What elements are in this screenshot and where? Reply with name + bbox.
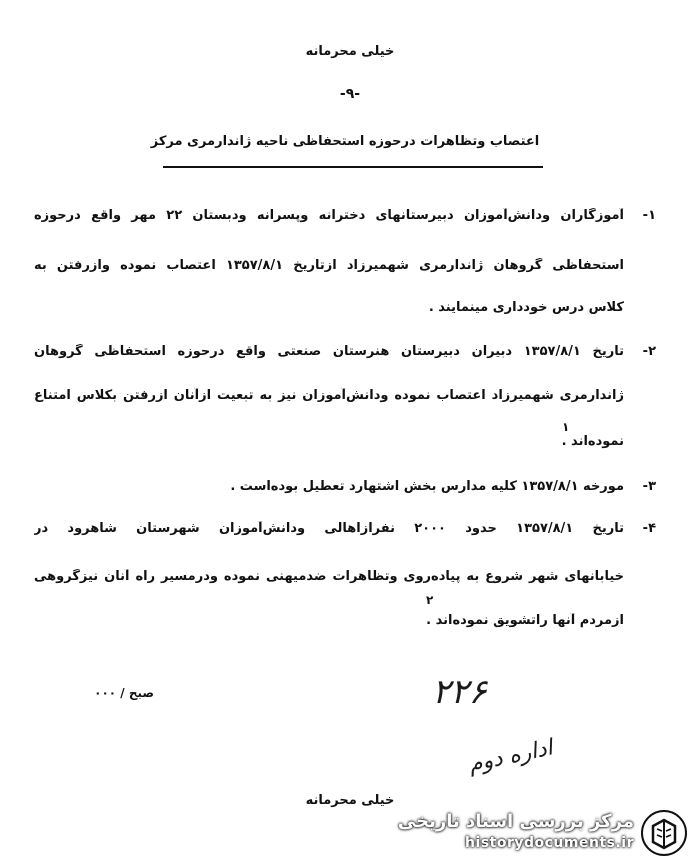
- item-number: ۳-: [642, 479, 656, 494]
- classification-header: خیلی محرمانه: [305, 44, 395, 59]
- item-line: نموده‌اند .: [561, 434, 624, 449]
- item-line: ازمردم آنها راتشویق نموده‌اند .: [426, 613, 624, 628]
- item-line: مورخه ۱۳۵۷/۸/۱ کلیه مدارس بخش اشتهارد تعطیل بوده‌است .: [230, 479, 624, 494]
- watermark-url: historydocuments.ir: [465, 835, 634, 851]
- handwritten-note: اداره دوم: [466, 735, 555, 778]
- item-3: [36, 479, 656, 503]
- reference-number: صبح / ۰۰۰: [94, 686, 154, 700]
- item-line: آموزگاران ودانش‌آموزان دبیرستانهای دخترانه وپسرانه ودبستان ۲۲ مهر واقع درحوزه: [34, 208, 624, 223]
- item-number: ۱-: [642, 208, 656, 223]
- item-line: استحفاظی گروهان ژاندارمری شهمیرزاد ازتاریخ ۱۳۵۷/۸/۱ اعتصاب نموده وازرفتن به: [34, 258, 624, 273]
- item-4: [36, 521, 656, 631]
- item-line: ژاندارمری شهمیرزاد اعتصاب نموده ودانش‌آموزان نیز به تبعیت ازآنان ازرفتن بکلاس امتناع: [34, 388, 624, 403]
- item-line: کلاس درس خودداری مینمایند .: [428, 300, 624, 315]
- item-line: تاریخ ۱۳۵۷/۸/۱ حدود ۲۰۰۰ نفرازاهالی ودانش‌آموزان شهرستان شاهرود در: [34, 521, 624, 536]
- watermark: [397, 807, 692, 859]
- item-number: ۲-: [642, 344, 656, 359]
- document-title: اعتصاب وتظاهرات درحوزه استحفاظی ناحیه ژاندارمری مرکز: [150, 134, 540, 149]
- item-1: [36, 208, 656, 318]
- archive-logo-icon: [640, 809, 688, 857]
- item-line: تاریخ ۱۳۵۷/۸/۱ دبیران دبیرستان هنرستان صنعتی واقع درحوزه استحفاظی گروهان: [34, 344, 624, 359]
- footnote-mark-2: ۲: [426, 593, 434, 607]
- classification-footer: خیلی محرمانه: [305, 793, 395, 808]
- item-number: ۴-: [642, 521, 656, 536]
- item-line: خیابانهای شهر شروع به پیاده‌روی وتظاهرات ضدمیهنی نموده ودرمسیر راه آنان نیزگروهی: [34, 569, 624, 584]
- watermark-org-name: مرکز بررسی اسناد تاریخی: [397, 811, 634, 832]
- item-2: [36, 344, 656, 454]
- handwritten-initials: ۲۲۶: [432, 672, 487, 712]
- page-number: -۹-: [339, 86, 361, 102]
- title-underline: [163, 166, 543, 168]
- footnote-mark-1: ۱: [562, 420, 570, 434]
